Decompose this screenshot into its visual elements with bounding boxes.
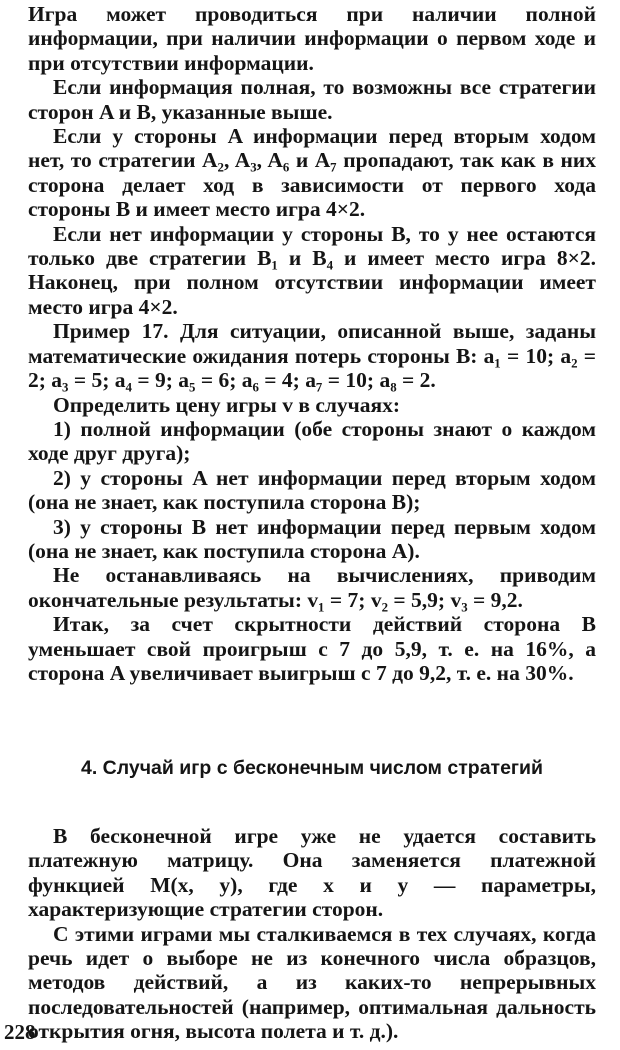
paragraph-side-a-no-info: Если у стороны A информации перед вторым ходом нет, то стратегии A₂, A₃, A₆ и A₇ пропадают, так как в них сторона делает ход в зависимости от первого хода стороны B и имеет место игра 4×2. [28,124,596,222]
section-heading: 4. Случай игр с бесконечным числом стратегий [80,757,544,779]
main-text-block [28,2,596,685]
paragraph-infinite-game: В бесконечной игре уже не удается составить платежную матрицу. Она заменяется платежной функцией M(x, y), где x и y — параметры, характеризующие стратегии сторон. [28,824,596,922]
paragraph-task: Определить цену игры v в случаях: [53,392,401,417]
section-text-block [28,824,596,1044]
example-text: Для ситуации, описанной выше, заданы математические ожидания потерь стороны B: a₁ = 10; a₂ = 2; a₃ = 5; a₄ = 9; a₅ = 6; a₆ = 4; a₇ = 10; a₈ = 2. [28,319,596,393]
paragraph-results: Не останавливаясь на вычислениях, приводим окончательные результаты: v₁ = 7; v₂ = 5,9; v₃ = 9,2. [28,563,596,612]
paragraph-side-b-no-info: Если нет информации у стороны B, то у нее остаются только две стратегии B₁ и B₄ и имеет место игра 8×2. Наконец, при полном отсутствии информации имеет место игра 4×2. [28,221,596,319]
example-label: Пример 17. [53,319,169,344]
paragraph-information-cases: Игра может проводиться при наличии полной информации, при наличии информации о первом ходе и при отсутствии информации. [28,2,596,75]
case-1: 1) полной информации (обе стороны знают о каждом ходе друг друга); [28,416,596,466]
case-3: 3) у стороны B нет информации перед первым ходом (она не знает, как поступила сторона A). [28,514,596,563]
paragraph-full-information: Если информация полная, то возможны все стратегии сторон A и B, указанные выше. [28,75,596,124]
case-2: 2) у стороны A нет информации перед вторым ходом (она не знает, как поступила сторона B); [28,465,596,515]
page-number: 228 [4,1020,36,1044]
paragraph-examples: С этими играми мы сталкиваемся в тех случаях, когда речь идет о выборе не из конечного числа образцов, методов действий, а из каких-то непрерывных последовательностей (например, оптимальная дальность открытия огня, высота полета и т. д.). [28,921,596,1044]
paragraph-example-17 [28,319,596,392]
paragraph-conclusion: Итак, за счет скрытности действий сторона B уменьшает свой проигрыш с 7 до 5,9, т. е. на 16%, а сторона A увеличивает выигрыш с 7 до 9,2, т. е. на 30%. [28,612,596,685]
